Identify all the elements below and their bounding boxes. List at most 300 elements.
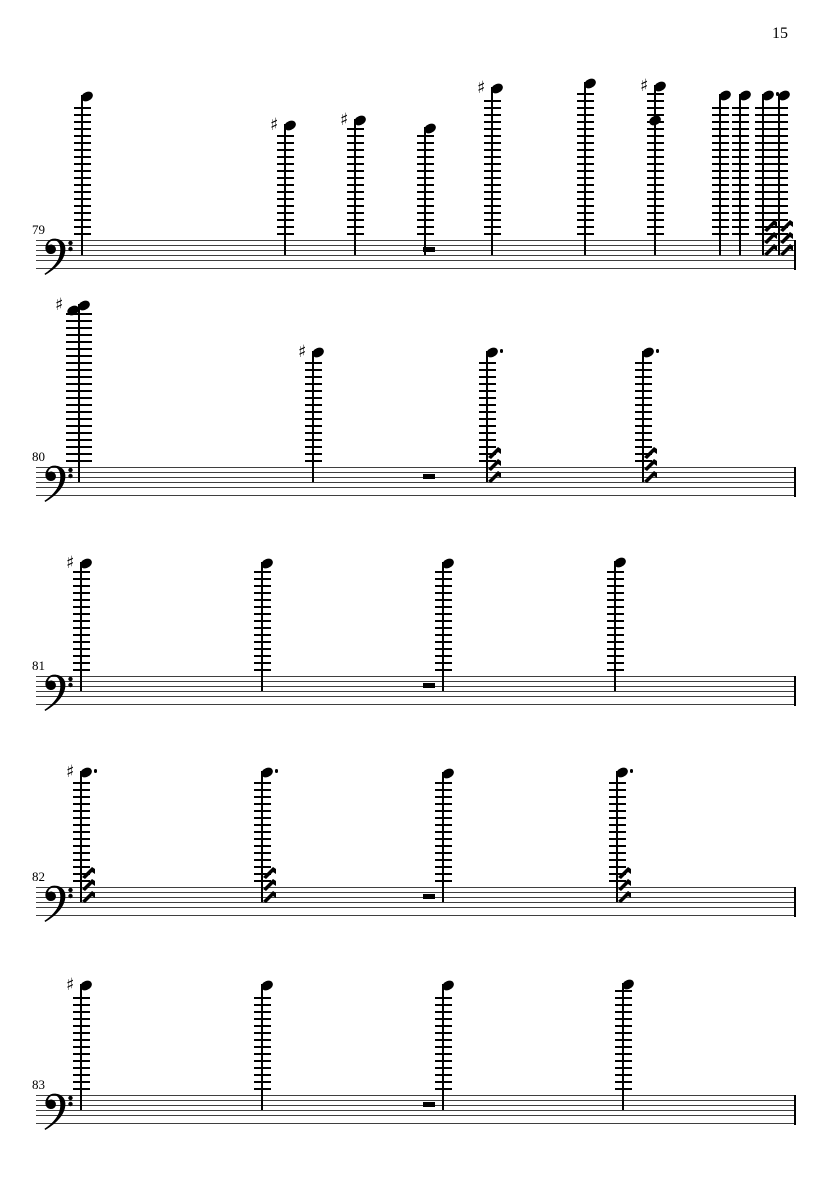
half-rest bbox=[423, 683, 435, 688]
ledger-line bbox=[732, 205, 749, 207]
notehead bbox=[441, 979, 455, 991]
ledger-line bbox=[254, 1060, 271, 1062]
ledger-line bbox=[484, 226, 501, 228]
ledger-line bbox=[74, 149, 91, 151]
ledger-line bbox=[577, 212, 594, 214]
measure-number: 80 bbox=[32, 449, 45, 464]
ledger-line bbox=[277, 135, 294, 137]
ledger-line bbox=[712, 184, 729, 186]
ledger-line bbox=[254, 571, 271, 573]
ledger-line bbox=[479, 411, 496, 413]
ledger-line bbox=[712, 177, 729, 179]
ledger-line bbox=[74, 212, 91, 214]
notehead bbox=[260, 766, 274, 778]
sharp-accidental-icon: ♯ bbox=[66, 975, 75, 995]
ledger-line bbox=[305, 446, 322, 448]
ledger-line bbox=[66, 334, 92, 336]
staff-line bbox=[36, 892, 796, 893]
ledger-line bbox=[66, 446, 92, 448]
ledger-line bbox=[254, 662, 271, 664]
ledger-line bbox=[615, 1053, 632, 1055]
ledger-line bbox=[74, 128, 91, 130]
ledger-line bbox=[615, 1060, 632, 1062]
ledger-line bbox=[254, 859, 271, 861]
ledger-line bbox=[635, 411, 652, 413]
notehead bbox=[653, 80, 667, 92]
ledger-line bbox=[607, 669, 624, 671]
bass-clef-icon bbox=[44, 238, 76, 276]
ledger-line bbox=[66, 425, 92, 427]
ledger-line bbox=[277, 205, 294, 207]
ledger-line bbox=[607, 592, 624, 594]
ledger-line bbox=[73, 817, 90, 819]
ledger-line bbox=[479, 390, 496, 392]
ledger-line bbox=[66, 320, 92, 322]
sharp-accidental-icon: ♯ bbox=[66, 553, 75, 573]
ledger-line bbox=[254, 845, 271, 847]
notehead bbox=[777, 89, 791, 101]
ledger-line bbox=[435, 613, 452, 615]
staff-line bbox=[36, 1115, 796, 1116]
ledger-line bbox=[484, 177, 501, 179]
ledger-line bbox=[417, 205, 434, 207]
ledger-line bbox=[755, 121, 772, 123]
barline bbox=[794, 676, 797, 706]
ledger-line bbox=[66, 453, 92, 455]
ledger-line bbox=[417, 219, 434, 221]
ledger-line bbox=[615, 1004, 632, 1006]
ledger-line bbox=[732, 135, 749, 137]
ledger-line bbox=[254, 655, 271, 657]
ledger-line bbox=[732, 142, 749, 144]
ledger-line bbox=[73, 613, 90, 615]
ledger-line bbox=[74, 135, 91, 137]
staff-line bbox=[36, 1110, 796, 1111]
ledger-line bbox=[732, 121, 749, 123]
note-flag-icon bbox=[263, 864, 277, 904]
ledger-line bbox=[771, 198, 788, 200]
notehead bbox=[260, 557, 274, 569]
ledger-line bbox=[417, 198, 434, 200]
bass-clef-icon bbox=[44, 885, 76, 923]
ledger-line bbox=[74, 114, 91, 116]
staff-line bbox=[36, 1095, 796, 1096]
ledger-line bbox=[435, 789, 452, 791]
ledger-line bbox=[254, 1088, 271, 1090]
ledger-line bbox=[577, 128, 594, 130]
notehead bbox=[490, 82, 504, 94]
ledger-line bbox=[417, 233, 434, 235]
ledger-line bbox=[577, 107, 594, 109]
ledger-line bbox=[479, 432, 496, 434]
ledger-line bbox=[647, 142, 664, 144]
ledger-line bbox=[254, 669, 271, 671]
ledger-line bbox=[347, 128, 364, 130]
bass-clef-icon bbox=[44, 465, 76, 503]
ledger-line bbox=[732, 177, 749, 179]
ledger-line bbox=[417, 163, 434, 165]
ledger-line bbox=[732, 156, 749, 158]
barline bbox=[794, 467, 797, 497]
staff-line bbox=[36, 902, 796, 903]
ledger-line bbox=[435, 571, 452, 573]
ledger-line bbox=[73, 1011, 90, 1013]
ledger-line bbox=[609, 789, 626, 791]
ledger-line bbox=[277, 142, 294, 144]
sharp-accidental-icon: ♯ bbox=[66, 762, 75, 782]
ledger-line bbox=[609, 824, 626, 826]
ledger-line bbox=[66, 355, 92, 357]
ledger-line bbox=[73, 1004, 90, 1006]
ledger-line bbox=[647, 128, 664, 130]
ledger-line bbox=[755, 205, 772, 207]
ledger-line bbox=[435, 606, 452, 608]
half-rest bbox=[423, 894, 435, 899]
ledger-line bbox=[435, 669, 452, 671]
ledger-line bbox=[771, 212, 788, 214]
ledger-line bbox=[615, 1081, 632, 1083]
ledger-line bbox=[732, 107, 749, 109]
ledger-line bbox=[73, 585, 90, 587]
ledger-line bbox=[771, 205, 788, 207]
ledger-line bbox=[647, 177, 664, 179]
ledger-line bbox=[607, 613, 624, 615]
ledger-line bbox=[73, 662, 90, 664]
ledger-line bbox=[417, 135, 434, 137]
ledger-line bbox=[73, 648, 90, 650]
ledger-line bbox=[435, 1081, 452, 1083]
ledger-line bbox=[755, 128, 772, 130]
ledger-line bbox=[277, 212, 294, 214]
ledger-line bbox=[74, 170, 91, 172]
notehead bbox=[79, 766, 93, 778]
ledger-line bbox=[254, 641, 271, 643]
ledger-line bbox=[435, 620, 452, 622]
bass-clef-icon bbox=[44, 674, 76, 712]
ledger-line bbox=[755, 114, 772, 116]
ledger-line bbox=[771, 177, 788, 179]
ledger-line bbox=[74, 219, 91, 221]
ledger-line bbox=[254, 817, 271, 819]
ledger-line bbox=[647, 170, 664, 172]
ledger-line bbox=[254, 782, 271, 784]
ledger-line bbox=[66, 418, 92, 420]
ledger-line bbox=[305, 411, 322, 413]
ledger-line bbox=[484, 163, 501, 165]
ledger-line bbox=[577, 100, 594, 102]
ledger-line bbox=[647, 93, 664, 95]
augmentation-dot bbox=[656, 349, 660, 353]
staff-line bbox=[36, 240, 796, 241]
extra-staff-line bbox=[36, 915, 796, 916]
ledger-line bbox=[254, 1046, 271, 1048]
ledger-line bbox=[577, 233, 594, 235]
note-flag-icon bbox=[618, 864, 632, 904]
ledger-line bbox=[577, 93, 594, 95]
ledger-line bbox=[435, 796, 452, 798]
ledger-line bbox=[74, 156, 91, 158]
ledger-line bbox=[609, 817, 626, 819]
notehead bbox=[648, 114, 662, 126]
ledger-line bbox=[484, 100, 501, 102]
ledger-line bbox=[254, 838, 271, 840]
ledger-line bbox=[484, 233, 501, 235]
ledger-line bbox=[254, 1018, 271, 1020]
notehead bbox=[621, 978, 635, 990]
ledger-line bbox=[435, 655, 452, 657]
ledger-line bbox=[484, 191, 501, 193]
extra-staff-line bbox=[36, 268, 796, 269]
ledger-line bbox=[479, 383, 496, 385]
ledger-line bbox=[577, 191, 594, 193]
staff-line bbox=[36, 255, 796, 256]
notehead bbox=[260, 979, 274, 991]
ledger-line bbox=[732, 163, 749, 165]
ledger-line bbox=[254, 1011, 271, 1013]
ledger-line bbox=[771, 128, 788, 130]
notehead bbox=[761, 89, 775, 101]
note-stem bbox=[442, 772, 444, 902]
ledger-line bbox=[771, 114, 788, 116]
ledger-line bbox=[417, 184, 434, 186]
ledger-line bbox=[254, 1053, 271, 1055]
ledger-line bbox=[66, 383, 92, 385]
ledger-line bbox=[609, 831, 626, 833]
ledger-line bbox=[609, 845, 626, 847]
ledger-line bbox=[732, 198, 749, 200]
ledger-line bbox=[615, 1039, 632, 1041]
ledger-line bbox=[435, 852, 452, 854]
ledger-line bbox=[484, 121, 501, 123]
ledger-line bbox=[305, 432, 322, 434]
ledger-line bbox=[712, 156, 729, 158]
ledger-line bbox=[479, 439, 496, 441]
ledger-line bbox=[74, 226, 91, 228]
ledger-line bbox=[254, 789, 271, 791]
ledger-line bbox=[479, 376, 496, 378]
ledger-line bbox=[479, 425, 496, 427]
ledger-line bbox=[647, 107, 664, 109]
barline bbox=[794, 887, 797, 917]
ledger-line bbox=[484, 198, 501, 200]
ledger-line bbox=[435, 1046, 452, 1048]
ledger-line bbox=[435, 810, 452, 812]
ledger-line bbox=[73, 1039, 90, 1041]
ledger-line bbox=[254, 606, 271, 608]
ledger-line bbox=[305, 397, 322, 399]
ledger-line bbox=[73, 669, 90, 671]
staff-line bbox=[36, 250, 796, 251]
ledger-line bbox=[66, 411, 92, 413]
ledger-line bbox=[277, 184, 294, 186]
ledger-line bbox=[73, 796, 90, 798]
ledger-line bbox=[435, 599, 452, 601]
note-stem bbox=[739, 94, 741, 255]
ledger-line bbox=[73, 641, 90, 643]
ledger-line bbox=[732, 226, 749, 228]
ledger-line bbox=[74, 191, 91, 193]
ledger-line bbox=[254, 1039, 271, 1041]
ledger-line bbox=[607, 662, 624, 664]
ledger-line bbox=[577, 142, 594, 144]
ledger-line bbox=[755, 156, 772, 158]
ledger-line bbox=[771, 149, 788, 151]
extra-staff-line bbox=[36, 495, 796, 496]
ledger-line bbox=[615, 990, 632, 992]
ledger-line bbox=[635, 432, 652, 434]
staff-line bbox=[36, 1105, 796, 1106]
ledger-line bbox=[607, 641, 624, 643]
ledger-line bbox=[712, 135, 729, 137]
notehead bbox=[583, 77, 597, 89]
ledger-line bbox=[435, 880, 452, 882]
ledger-line bbox=[607, 655, 624, 657]
ledger-line bbox=[712, 219, 729, 221]
ledger-line bbox=[73, 1074, 90, 1076]
ledger-line bbox=[347, 135, 364, 137]
ledger-line bbox=[73, 852, 90, 854]
notehead bbox=[615, 766, 629, 778]
ledger-line bbox=[66, 348, 92, 350]
ledger-line bbox=[771, 142, 788, 144]
measure-number: 79 bbox=[32, 222, 45, 237]
staff-line bbox=[36, 245, 796, 246]
sharp-accidental-icon: ♯ bbox=[477, 78, 486, 98]
ledger-line bbox=[755, 107, 772, 109]
ledger-line bbox=[254, 824, 271, 826]
ledger-line bbox=[712, 198, 729, 200]
notehead bbox=[738, 89, 752, 101]
ledger-line bbox=[347, 170, 364, 172]
ledger-line bbox=[73, 997, 90, 999]
ledger-line bbox=[254, 627, 271, 629]
ledger-line bbox=[305, 362, 322, 364]
ledger-line bbox=[73, 782, 90, 784]
ledger-line bbox=[66, 369, 92, 371]
ledger-line bbox=[435, 578, 452, 580]
ledger-line bbox=[609, 810, 626, 812]
ledger-line bbox=[305, 418, 322, 420]
ledger-line bbox=[647, 205, 664, 207]
ledger-line bbox=[609, 852, 626, 854]
ledger-line bbox=[73, 620, 90, 622]
ledger-line bbox=[577, 156, 594, 158]
ledger-line bbox=[435, 585, 452, 587]
ledger-line bbox=[347, 142, 364, 144]
ledger-line bbox=[305, 376, 322, 378]
ledger-line bbox=[73, 599, 90, 601]
ledger-line bbox=[607, 578, 624, 580]
ledger-line bbox=[66, 432, 92, 434]
ledger-line bbox=[254, 1004, 271, 1006]
ledger-line bbox=[254, 831, 271, 833]
ledger-line bbox=[66, 376, 92, 378]
note-flag-icon bbox=[644, 444, 658, 484]
ledger-line bbox=[305, 369, 322, 371]
ledger-line bbox=[417, 177, 434, 179]
notehead bbox=[485, 346, 499, 358]
ledger-line bbox=[417, 142, 434, 144]
ledger-line bbox=[607, 627, 624, 629]
ledger-line bbox=[635, 425, 652, 427]
ledger-line bbox=[635, 362, 652, 364]
ledger-line bbox=[647, 135, 664, 137]
ledger-line bbox=[254, 1032, 271, 1034]
ledger-line bbox=[305, 425, 322, 427]
ledger-line bbox=[74, 142, 91, 144]
ledger-line bbox=[73, 571, 90, 573]
ledger-line bbox=[74, 233, 91, 235]
ledger-line bbox=[435, 831, 452, 833]
ledger-line bbox=[74, 198, 91, 200]
ledger-line bbox=[417, 212, 434, 214]
ledger-line bbox=[73, 1025, 90, 1027]
ledger-line bbox=[484, 205, 501, 207]
ledger-line bbox=[607, 620, 624, 622]
ledger-line bbox=[712, 121, 729, 123]
ledger-line bbox=[615, 1046, 632, 1048]
ledger-line bbox=[73, 838, 90, 840]
ledger-line bbox=[479, 397, 496, 399]
ledger-line bbox=[305, 383, 322, 385]
ledger-line bbox=[647, 233, 664, 235]
ledger-line bbox=[66, 404, 92, 406]
ledger-line bbox=[277, 198, 294, 200]
ledger-line bbox=[347, 198, 364, 200]
ledger-line bbox=[635, 369, 652, 371]
ledger-line bbox=[771, 135, 788, 137]
augmentation-dot bbox=[500, 349, 504, 353]
ledger-line bbox=[277, 170, 294, 172]
ledger-line bbox=[577, 149, 594, 151]
ledger-line bbox=[732, 149, 749, 151]
sharp-accidental-icon: ♯ bbox=[270, 115, 279, 135]
ledger-line bbox=[607, 599, 624, 601]
ledger-line bbox=[66, 390, 92, 392]
ledger-line bbox=[484, 128, 501, 130]
ledger-line bbox=[73, 810, 90, 812]
ledger-line bbox=[254, 796, 271, 798]
ledger-line bbox=[435, 648, 452, 650]
note-stem bbox=[719, 94, 721, 255]
ledger-line bbox=[73, 1018, 90, 1020]
ledger-line bbox=[771, 191, 788, 193]
ledger-line bbox=[254, 1025, 271, 1027]
ledger-line bbox=[66, 460, 92, 462]
ledger-line bbox=[712, 191, 729, 193]
ledger-line bbox=[435, 824, 452, 826]
ledger-line bbox=[607, 571, 624, 573]
ledger-line bbox=[732, 184, 749, 186]
ledger-line bbox=[277, 191, 294, 193]
ledger-line bbox=[73, 1046, 90, 1048]
ledger-line bbox=[347, 226, 364, 228]
ledger-line bbox=[254, 613, 271, 615]
ledger-line bbox=[635, 404, 652, 406]
ledger-line bbox=[607, 648, 624, 650]
ledger-line bbox=[771, 170, 788, 172]
ledger-line bbox=[635, 439, 652, 441]
ledger-line bbox=[755, 135, 772, 137]
ledger-line bbox=[66, 362, 92, 364]
ledger-line bbox=[712, 226, 729, 228]
ledger-line bbox=[607, 606, 624, 608]
ledger-line bbox=[484, 212, 501, 214]
ledger-line bbox=[66, 439, 92, 441]
staff-line bbox=[36, 691, 796, 692]
ledger-line bbox=[73, 859, 90, 861]
ledger-line bbox=[609, 838, 626, 840]
